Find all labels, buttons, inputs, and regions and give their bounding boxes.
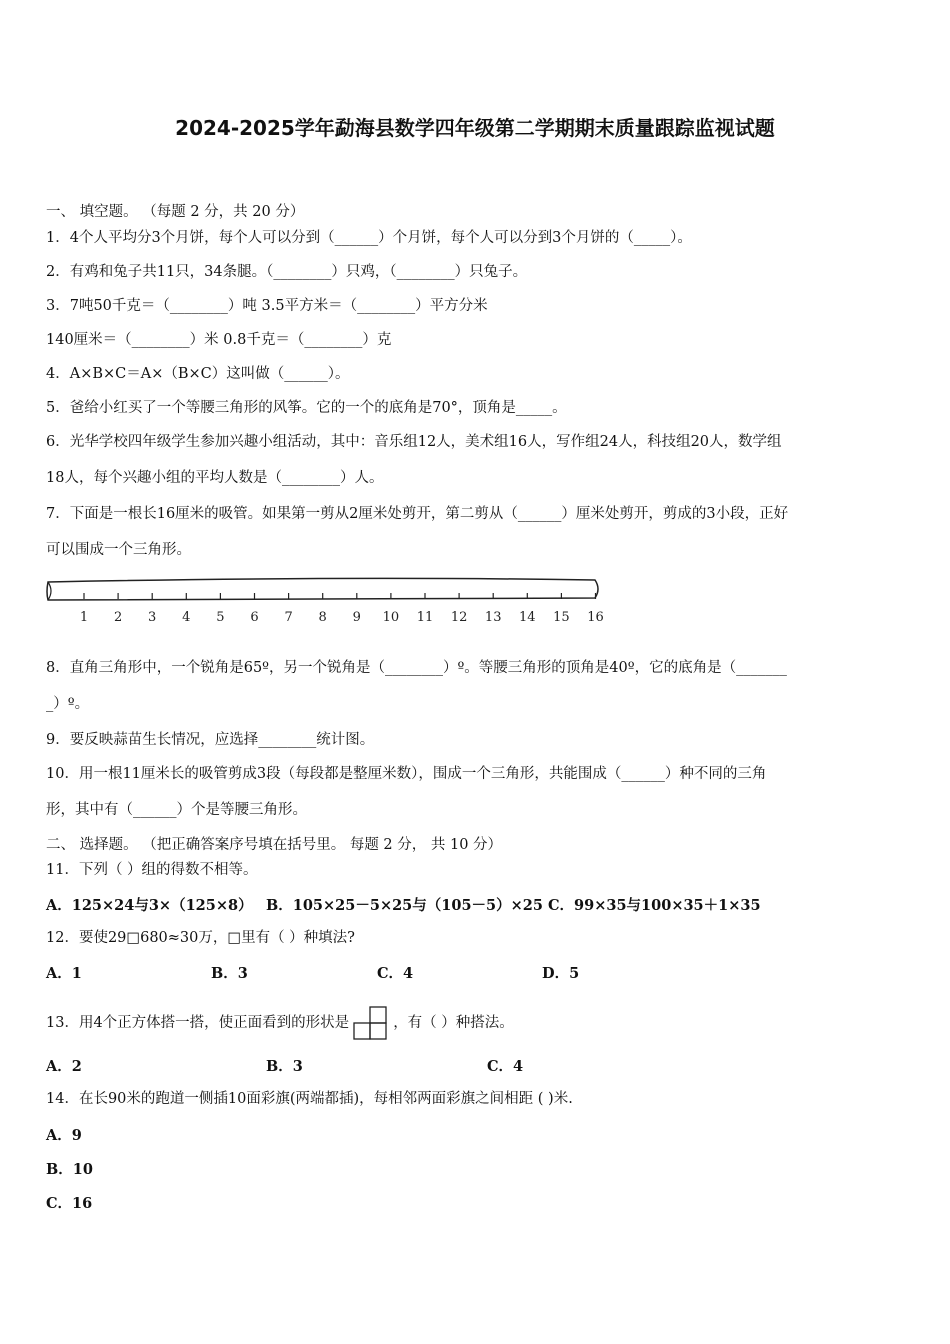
q13-option-b: B．3 [266,1058,303,1075]
ruler-label: 16 [587,610,604,625]
q12-option-a: A．1 [46,965,82,982]
q13-option-a: A．2 [46,1058,82,1075]
q12-option-b: B．3 [211,965,248,982]
question-10-line-2: 形，其中有（______）个是等腰三角形。 [46,802,307,818]
question-1: 1．4个人平均分3个月饼，每个人可以分到（______）个月饼，每个人可以分到3个月饼的（_____）。 [46,230,692,246]
ruler-label: 7 [284,610,293,625]
ruler-label: 9 [352,610,361,625]
question-9: 9．要反映蒜苗生长情况，应选择________统计图。 [46,732,375,748]
question-8-line-2: _）º。 [46,696,90,712]
ruler-label: 2 [113,610,123,625]
q13-option-c: C．4 [487,1058,524,1075]
question-3-part-a: 3．7吨50千克＝（________）吨 3.5平方米＝（________）平方分米 [46,298,488,314]
straw-left-end [48,582,51,600]
question-13-text: 13．用4个正方体搭一搭，使正面看到的形状是 [46,1015,350,1031]
ruler-labels [80,610,604,625]
cube-front-view-icon [353,1006,389,1040]
section1-header: 一、 填空题。 （每题 2 分，共 20 分） [46,204,305,220]
q11-option-c: C．99×35与100×35＋1×35 [548,897,761,914]
question-11: 11．下列（ ）组的得数不相等。 [46,862,258,878]
question-13 [46,1006,514,1040]
question-7-line-2: 可以围成一个三角形。 [46,542,191,558]
ruler-label: 4 [182,610,191,625]
question-4: 4．A×B×C＝A×（B×C）这叫做（______）。 [46,366,350,382]
ruler-label: 8 [318,610,327,625]
question-6-line-2: 18人，每个兴趣小组的平均人数是（________）人。 [46,470,384,486]
ruler-label: 6 [250,610,259,625]
straw-ruler-figure [40,574,620,634]
question-13-text-end: ，有（ ）种搭法。 [393,1015,514,1031]
question-3-part-b: 140厘米＝（________）米 0.8千克＝（________）克 [46,332,392,348]
q12-option-c: C．4 [377,965,414,982]
section2-header: 二、 选择题。 （把正确答案序号填在括号里。 每题 2 分， 共 10 分） [46,837,503,853]
ruler-label: 14 [519,610,536,625]
ruler-label: 5 [216,610,225,625]
question-8-line-1: 8．直角三角形中，一个锐角是65º，另一个锐角是（________）º。等腰三角形的顶角是40º，它的底角是（_______ [46,660,787,676]
question-12: 12．要使29□680≈30万，□里有（ ）种填法? [46,930,355,946]
q11-option-b: B．105×25－5×25与（105－5）×25 [266,897,543,914]
question-2: 2．有鸡和兔子共11只，34条腿。（________）只鸡，（________）只兔子。 [46,264,528,280]
q14-option-c: C．16 [46,1195,93,1212]
ruler-label: 12 [450,610,468,625]
ruler-label: 11 [416,610,434,625]
question-14: 14．在长90米的跑道一侧插10面彩旗(两端都插)，每相邻两面彩旗之间相距 ( )米. [46,1091,573,1107]
question-5: 5．爸给小红买了一个等腰三角形的风筝。它的一个的底角是70°，顶角是_____。 [46,400,567,416]
ruler-label: 1 [79,610,89,625]
q12-option-d: D．5 [542,965,580,982]
ruler-label: 3 [148,610,157,625]
ruler-label: 10 [382,610,400,625]
q14-option-a: A．9 [46,1127,82,1144]
question-10-line-1: 10．用一根11厘米长的吸管剪成3段（每段都是整厘米数），围成一个三角形，共能围成（______）种不同的三角 [46,766,767,782]
question-6-line-1: 6．光华学校四年级学生参加兴趣小组活动，其中：音乐组12人，美术组16人，写作组24人，科技组20人，数学组 [46,434,782,450]
q14-option-b: B．10 [46,1161,93,1178]
ruler-label: 15 [553,610,570,625]
page-title: 2024-2025学年勐海县数学四年级第二学期期末质量跟踪监视试题 [175,116,775,140]
question-7-line-1: 7．下面是一根长16厘米的吸管。如果第一剪从2厘米处剪开，第二剪从（______）厘米处剪开，剪成的3小段，正好 [46,506,789,522]
ruler-label: 13 [484,610,502,625]
q11-option-a: A．125×24与3×（125×8） [46,897,253,914]
